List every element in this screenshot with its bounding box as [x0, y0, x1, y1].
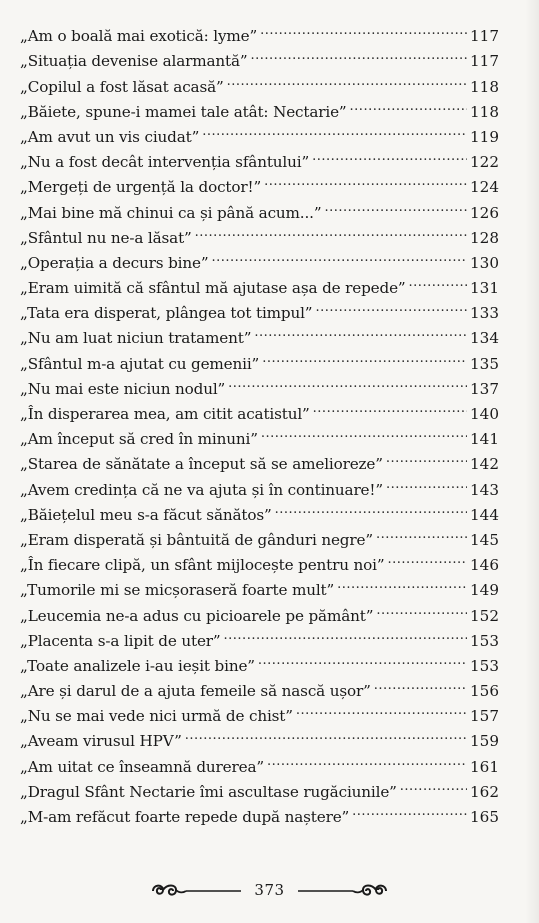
toc-entry-title: „În disperarea mea, am citit acatistul” — [20, 405, 310, 423]
toc-entry-page-number: 133 — [470, 304, 499, 323]
toc-entry-title: „Am început să cred în minuni” — [20, 430, 258, 449]
toc-entry-page-number: 124 — [470, 178, 499, 197]
toc-entry-page-number: 122 — [470, 153, 499, 172]
toc-dot-leader — [315, 293, 467, 318]
toc-dot-leader — [262, 343, 467, 368]
left-scroll-ornament-icon — [149, 880, 244, 900]
toc-dot-leader — [195, 218, 467, 243]
toc-dot-leader — [374, 671, 467, 696]
toc-dot-leader — [275, 495, 467, 520]
toc-entry-page-number: 145 — [470, 530, 499, 549]
toc-entry-page-number: 146 — [470, 556, 499, 575]
toc-dot-leader — [224, 621, 467, 646]
toc-entry-page-number: 142 — [470, 455, 499, 474]
toc-entry-title: „Placenta s-a lipit de uter” — [20, 631, 221, 650]
toc-entry-title: „Mai bine mă chinui ca și până acum...” — [20, 203, 322, 222]
toc-dot-leader — [337, 570, 467, 595]
toc-entry-title: „Tata era disperat, plângea tot timpul” — [20, 304, 313, 323]
toc-dot-leader — [386, 469, 467, 494]
page-footer — [0, 880, 539, 900]
toc-entry-page-number: 162 — [470, 782, 499, 801]
toc-dot-leader — [313, 394, 467, 419]
toc-entry-page-number: 118 — [470, 77, 499, 96]
toc-entry-page-number: 118 — [470, 102, 499, 121]
toc-entry-title: „În fiecare clipă, un sfânt mijlocește pentru noi” — [20, 556, 385, 575]
toc-entry-page-number: 117 — [470, 27, 499, 46]
toc-dot-leader — [261, 419, 467, 444]
toc-dot-leader — [409, 268, 467, 293]
toc-entry-title: „Nu se mai vede nici urmă de chist” — [20, 707, 293, 726]
toc-entry-page-number: 117 — [470, 52, 499, 71]
toc-dot-leader — [324, 192, 467, 217]
toc-entry-title: „Sfântul m-a ajutat cu gemenii” — [20, 354, 260, 373]
toc-entry-page-number: 152 — [470, 606, 499, 625]
toc-entry-title: „Aveam virusul HPV” — [20, 732, 182, 751]
toc-entry-title: „Mergeți de urgență la doctor!” — [20, 178, 262, 197]
toc-entry-page-number: 135 — [470, 354, 499, 373]
toc-dot-leader — [267, 746, 467, 771]
toc-entry-page-number: 165 — [470, 808, 499, 826]
toc-entry-title: „Am uitat ce înseamnă durerea” — [20, 757, 264, 776]
toc-entry-title: „Leucemia ne-a adus cu picioarele pe pământ” — [20, 606, 374, 625]
page-number: 373 — [254, 881, 285, 899]
toc-entry-page-number: 159 — [470, 732, 499, 751]
toc-entry-page-number: 149 — [470, 581, 499, 600]
toc-entry-page-number: 128 — [470, 228, 499, 247]
toc-entry-title: „M-am refăcut foarte repede după naștere” — [20, 808, 350, 826]
toc-entry-page-number: 161 — [470, 757, 499, 776]
toc-entry — [20, 16, 499, 46]
toc-entry-title: „Toate analizele i-au ieșit bine” — [20, 656, 255, 675]
toc-entry-title: „Tumorile mi se micșoraseră foarte mult” — [20, 581, 335, 600]
toc-entry-title: „Nu a fost decât intervenția sfântului” — [20, 153, 310, 172]
toc-dot-leader — [312, 142, 467, 167]
toc-entry-page-number: 144 — [470, 505, 499, 524]
page-edge-shadow — [525, 0, 539, 923]
toc-dot-leader — [350, 92, 467, 117]
toc-entry-page-number: 153 — [470, 631, 499, 650]
toc-dot-leader — [258, 646, 467, 671]
toc-dot-leader — [227, 66, 467, 91]
toc-entry-title: „Operația a decurs bine” — [20, 253, 209, 272]
toc-entry-title: „Eram disperată și bântuită de gânduri negre” — [20, 530, 373, 549]
toc-entry-title: „Eram uimită că sfântul mă ajutase așa de repede” — [20, 279, 406, 298]
toc-entry-page-number: 157 — [470, 707, 499, 726]
toc-dot-leader — [250, 41, 467, 66]
toc-entry-page-number: 153 — [470, 656, 499, 675]
toc-dot-leader — [185, 721, 467, 746]
toc-entry-title: „Are și darul de a ajuta femeile să nască ușor” — [20, 682, 371, 701]
toc-entry-title: „Băiețelul meu s-a făcut sănătos” — [20, 505, 272, 524]
toc-entry-title: „Am avut un vis ciudat” — [20, 127, 200, 146]
toc-entry-title: „Copilul a fost lăsat acasă” — [20, 77, 224, 96]
toc-entry-title: „Situația devenise alarmantă” — [20, 52, 248, 71]
toc-dot-leader — [296, 696, 467, 721]
toc-entry-title: „Avem credința că ne va ajuta și în continuare!” — [20, 480, 383, 499]
toc-entry-title: „Starea de sănătate a început să se amelioreze” — [20, 455, 383, 474]
toc-entry-title: „Sfântul nu ne-a lăsat” — [20, 228, 192, 247]
toc-dot-leader — [228, 369, 467, 394]
toc-dot-leader — [202, 117, 467, 142]
toc-dot-leader — [386, 444, 467, 469]
toc-entry-title: „Dragul Sfânt Nectarie îmi ascultase rugăciunile” — [20, 782, 397, 801]
toc-entry-page-number: 131 — [470, 279, 499, 298]
toc-entry-page-number: 156 — [470, 682, 499, 701]
toc-entry-title: „Băiete, spune-i mamei tale atât: Nectarie” — [20, 102, 347, 121]
toc-entry-page-number: 141 — [470, 430, 499, 449]
toc-dot-leader — [254, 318, 467, 343]
toc-entry-title: „Nu am luat niciun tratament” — [20, 329, 252, 348]
toc-dot-leader — [376, 520, 467, 545]
toc-dot-leader — [264, 167, 467, 192]
toc-entry-page-number: 130 — [470, 253, 499, 272]
toc-entry-page-number: 134 — [470, 329, 499, 348]
toc-dot-leader — [352, 797, 467, 822]
table-of-contents — [20, 16, 499, 826]
toc-entry-page-number: 137 — [470, 379, 499, 398]
right-scroll-ornament-icon — [295, 880, 390, 900]
toc-entry-title: „Nu mai este niciun nodul” — [20, 379, 226, 398]
toc-dot-leader — [376, 595, 467, 620]
toc-entry-page-number: 140 — [470, 405, 499, 423]
toc-entry-page-number: 143 — [470, 480, 499, 499]
toc-dot-leader — [400, 772, 467, 797]
toc-dot-leader — [211, 243, 467, 268]
toc-entry-title: „Am o boală mai exotică: lyme” — [20, 27, 258, 46]
toc-entry-page-number: 126 — [470, 203, 499, 222]
toc-dot-leader — [260, 16, 467, 41]
toc-dot-leader — [388, 545, 468, 570]
toc-entry-page-number: 119 — [470, 127, 499, 146]
